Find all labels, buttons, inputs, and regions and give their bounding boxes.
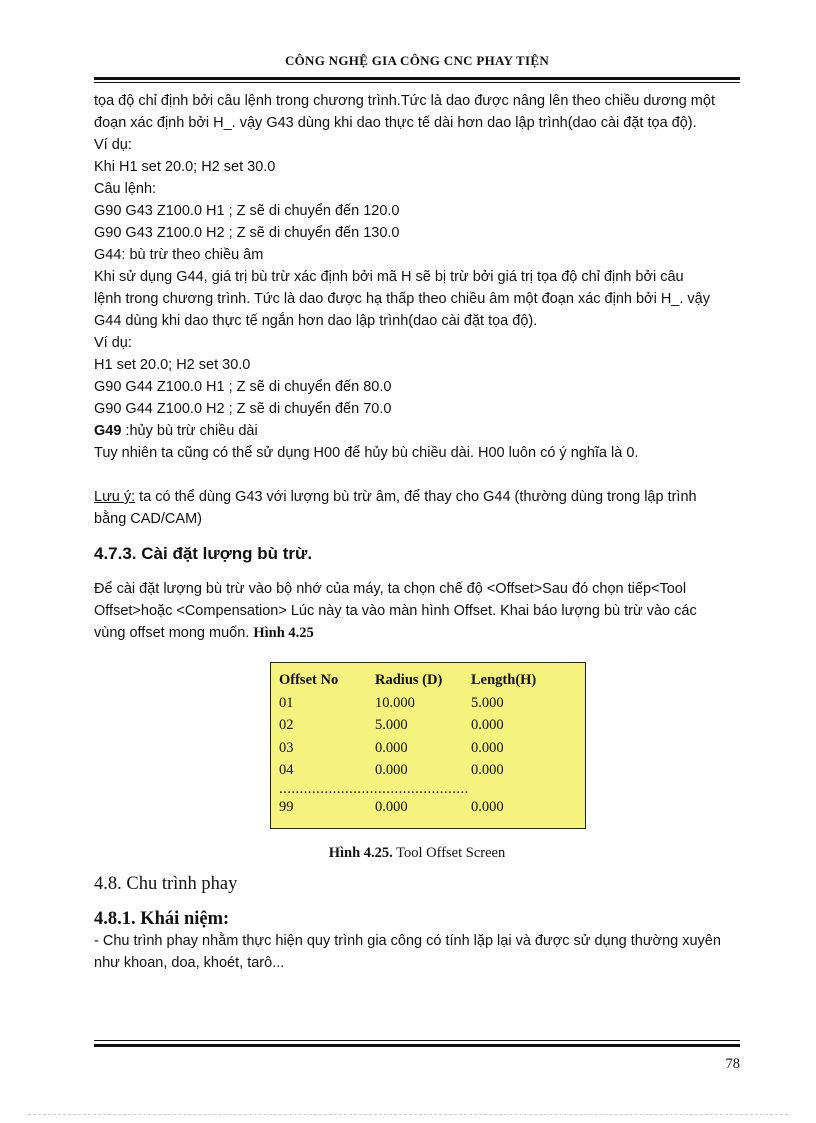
text-line: lệnh trong chương trình. Tức là dao được hạ thấp theo chiều âm một đoạn xác định bởi H_. vậy (94, 291, 710, 307)
text-line: H1 set 20.0; H2 set 30.0 (94, 357, 251, 373)
section-heading-4-8-1: 4.8.1. Khái niệm: (94, 909, 230, 929)
text-line: đoạn xác định bởi H_. vậy G43 dùng khi dao thực tế dài hơn dao lập trình(dao cài đặt tọa độ). (94, 115, 697, 131)
text-line: Offset>hoặc <Compensation> Lúc này ta vào màn hình Offset. Khai báo lượng bù trừ vào các (94, 603, 697, 619)
g49-code: G49 (94, 423, 122, 439)
running-header: CÔNG NGHỆ GIA CÔNG CNC PHAY TIỆN (284, 53, 550, 68)
code-line: G90 G43 Z100.0 H2 ; Z sẽ di chuyển đến 130.0 (94, 225, 400, 241)
code-line: G90 G44 Z100.0 H2 ; Z sẽ di chuyển đến 70.0 (94, 401, 392, 417)
text-line: Câu lệnh: (94, 181, 157, 197)
note-label: Lưu ý: (94, 489, 136, 505)
table-separator: .............................................. (279, 780, 469, 797)
page-edge-divider (28, 1114, 788, 1115)
text-line: Ví dụ: (94, 335, 132, 351)
page-body (94, 90, 740, 974)
column-header: Offset No (279, 672, 339, 688)
g49-line (94, 420, 740, 442)
code-line: G90 G44 Z100.0 H1 ; Z sẽ di chuyển đến 80.0 (94, 379, 392, 395)
text-line: Khi sử dụng G44, giá trị bù trừ xác định bởi mã H sẽ bị trừ bởi giá trị tọa độ chỉ định bởi câu (94, 269, 684, 285)
table-row: 02 5.000 0.000 (279, 717, 504, 733)
footer-rule-thin (94, 1040, 740, 1041)
text-line: vùng offset mong muốn. Hình 4.25 (94, 625, 314, 641)
g49-text: :hủy bù trừ chiều dài (121, 423, 258, 439)
text-line: - Chu trình phay nhằm thực hiện quy trình gia công có tính lặp lại và được sử dụng thường xuyên (94, 933, 721, 949)
table-row: 04 0.000 0.000 (279, 762, 504, 778)
figure-caption: Hình 4.25. Tool Offset Screen (328, 845, 506, 861)
text-line: G44: bù trừ theo chiều âm (94, 247, 264, 263)
note-line: bằng CAD/CAM) (94, 511, 202, 527)
table-header-row (271, 669, 585, 692)
header-rule-thick (94, 77, 740, 80)
text-line: như khoan, doa, khoét, tarô... (94, 955, 285, 971)
text-line: Tuy nhiên ta cũng có thể sử dụng H00 để hủy bù chiều dài. H00 luôn có ý nghĩa là 0. (94, 445, 639, 461)
text-line: Khi H1 set 20.0; H2 set 30.0 (94, 159, 276, 175)
text-line: Ví dụ: (94, 137, 132, 153)
header-rule-thin (94, 82, 740, 83)
page-number: 78 (725, 1056, 740, 1072)
text-line: G44 dùng khi dao thực tế ngắn hơn dao lập trình(dao cài đặt tọa độ). (94, 313, 538, 329)
note-text: ta có thể dùng G43 với lượng bù trừ âm, để thay cho G44 (thường dùng trong lập trình (135, 489, 697, 505)
offset-table (270, 662, 586, 829)
note-line (94, 486, 740, 508)
table-row: 03 0.000 0.000 (279, 739, 504, 756)
text-line: tọa độ chỉ định bởi câu lệnh trong chương trình.Tức là dao được nâng lên theo chiều dương một (94, 93, 715, 109)
section-heading-4-7-3: 4.7.3. Cài đặt lượng bù trừ. (94, 544, 313, 563)
column-header: Radius (D) (375, 672, 443, 688)
code-line: G90 G43 Z100.0 H1 ; Z sẽ di chuyển đến 120.0 (94, 203, 400, 219)
table-row: 01 10.000 5.000 (279, 694, 504, 711)
column-header: Length(H) (471, 672, 537, 688)
text-line: Để cài đặt lượng bù trừ vào bộ nhớ của máy, ta chọn chế độ <Offset>Sau đó chọn tiếp<Tool (94, 581, 687, 597)
section-heading-4-8: 4.8. Chu trình phay (94, 874, 238, 894)
figure-reference: Hình 4.25 (253, 625, 314, 641)
table-row: 99 0.000 0.000 (279, 798, 504, 815)
footer-rule-thick (94, 1044, 740, 1047)
